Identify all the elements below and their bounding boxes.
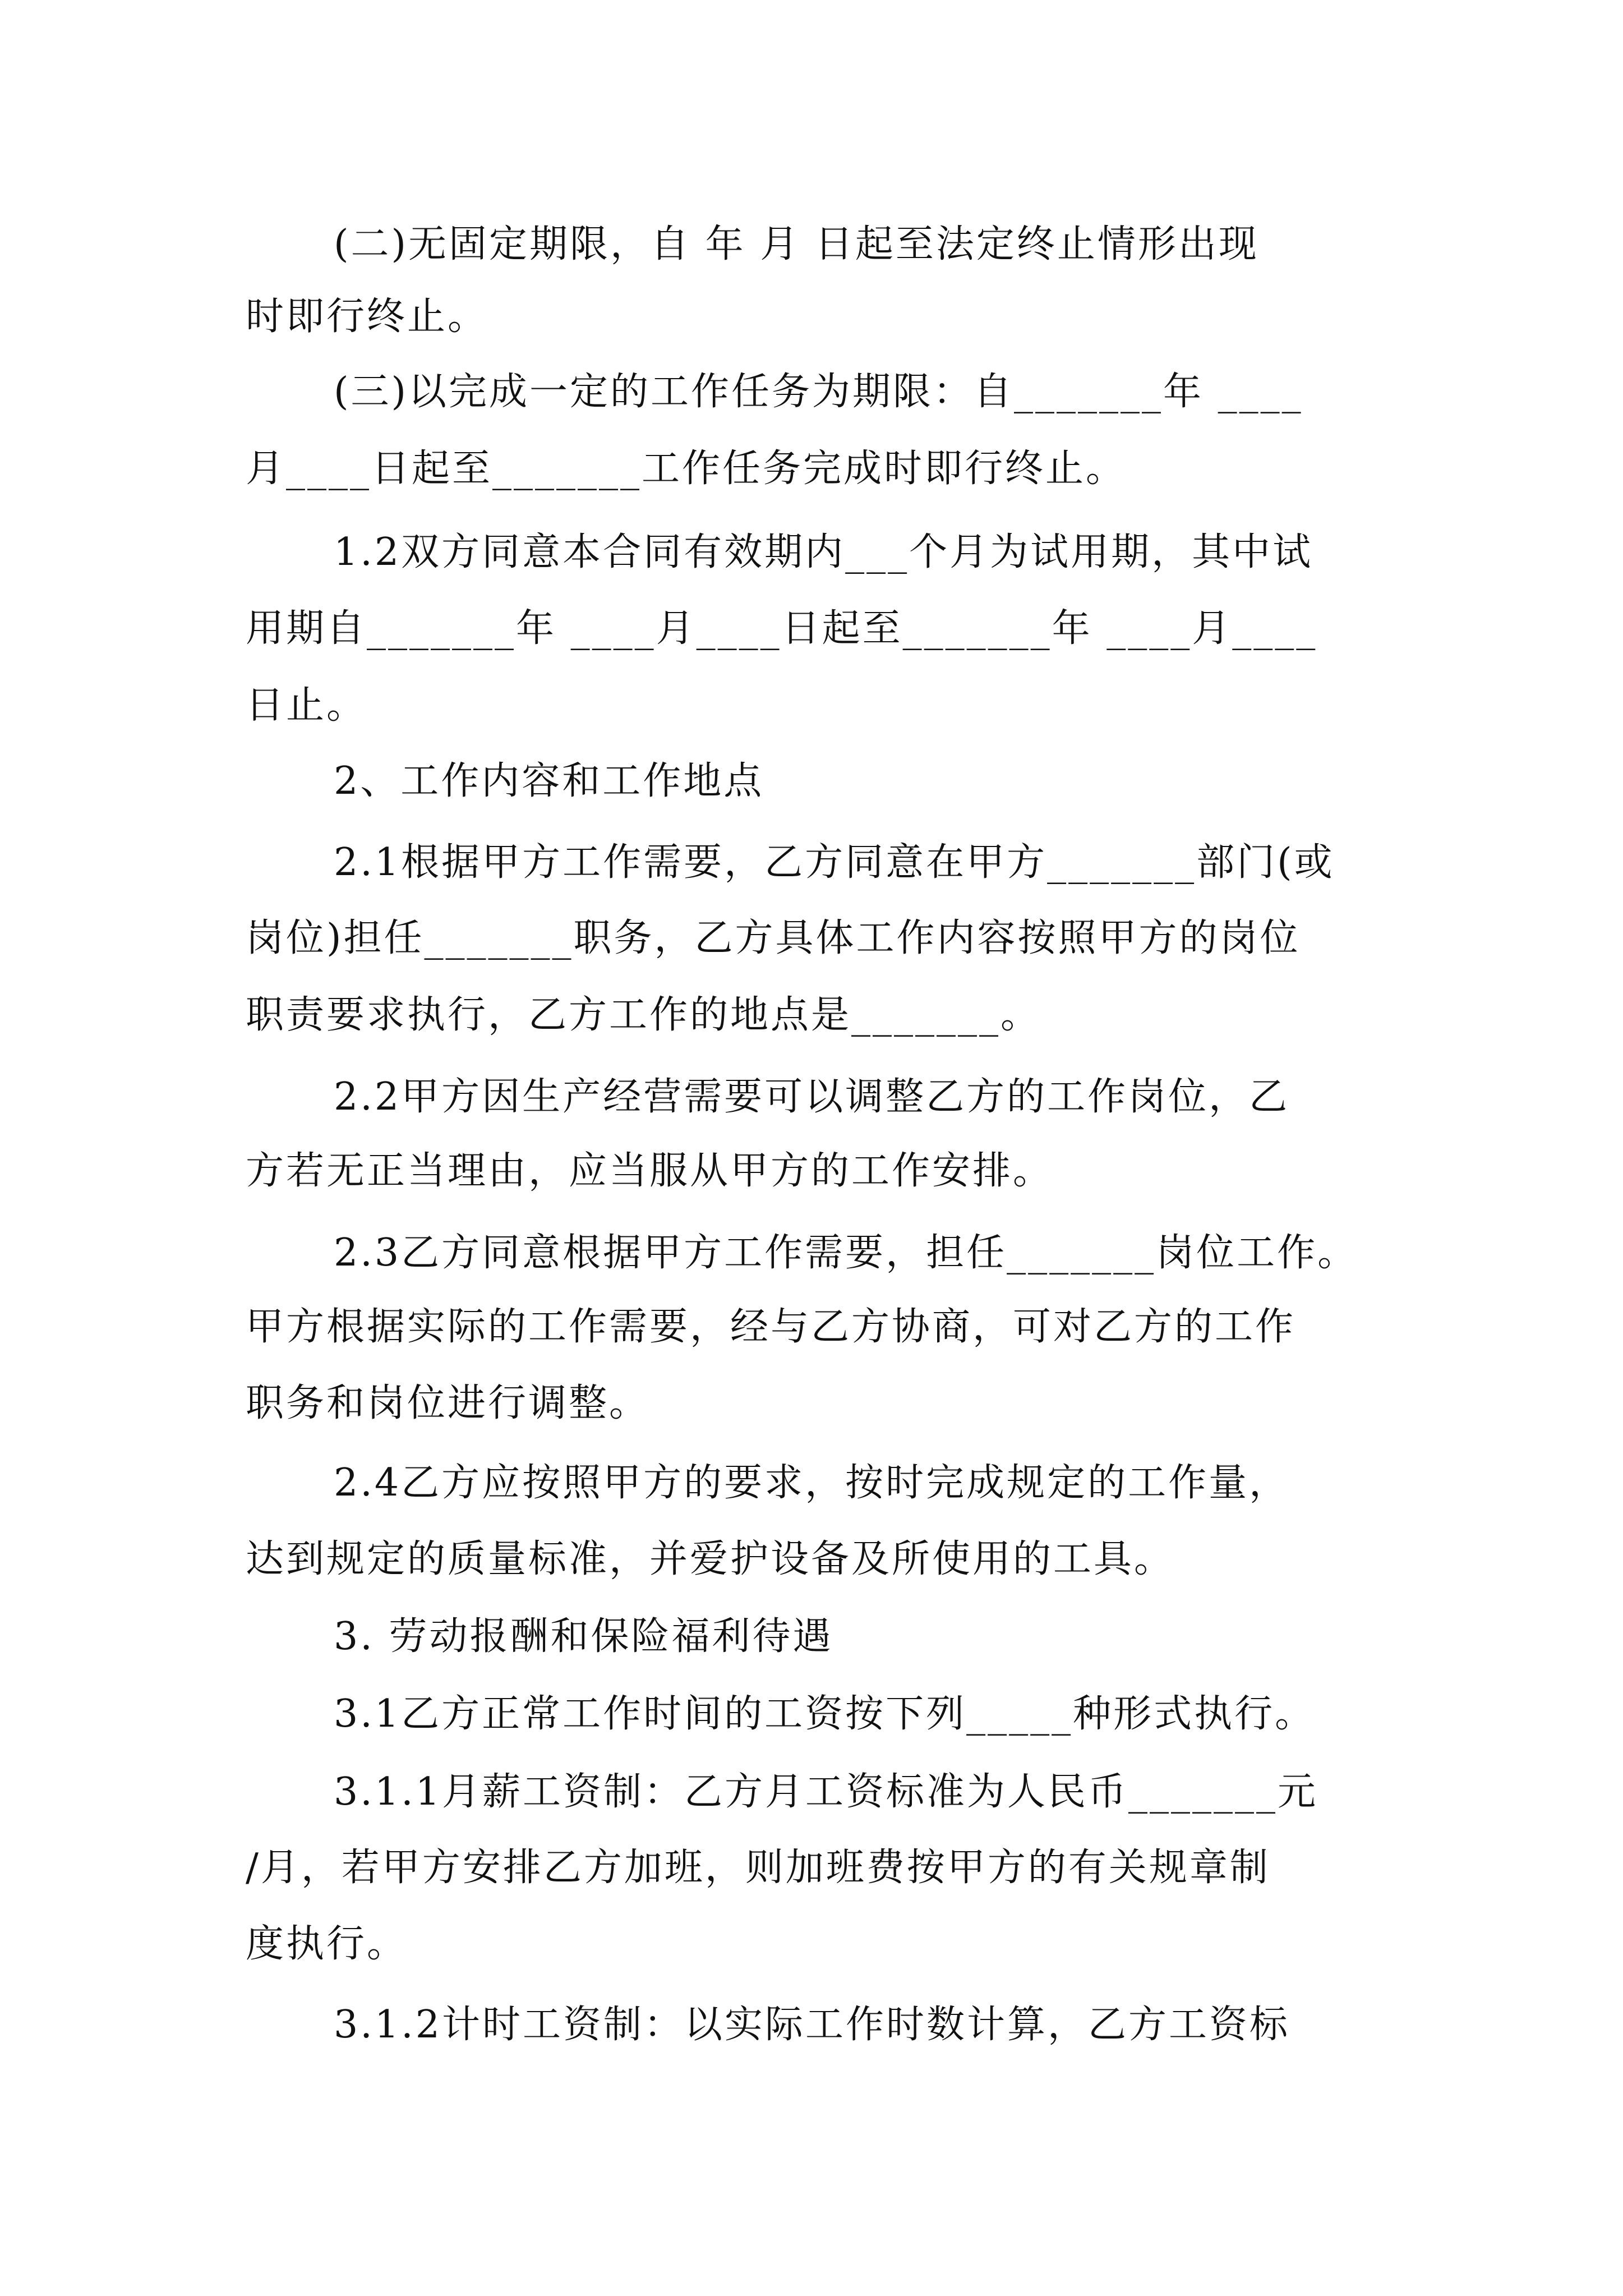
section-heading: 3. 劳动报酬和保险福利待遇 (334, 1614, 833, 1659)
text-line: (三)以完成一定的工作任务为期限：自_______年 ____ (334, 370, 1303, 414)
text-line: /月，若甲方安排乙方加班，则加班费按甲方的有关规章制 (246, 1846, 1270, 1890)
text-line: 用期自_______年 ____月____日起至_______年 ____月____ (246, 606, 1318, 651)
text-line: 2.2甲方因生产经营需要可以调整乙方的工作岗位，乙 (334, 1075, 1290, 1119)
text-line: 甲方根据实际的工作需要，经与乙方协商，可对乙方的工作 (246, 1305, 1296, 1349)
text-line: 1.2双方同意本合同有效期内___个月为试用期，其中试 (334, 530, 1313, 574)
text-line: 月____日起至_______工作任务完成时即行终止。 (246, 447, 1127, 491)
text-line: 度执行。 (246, 1922, 408, 1966)
text-line: 职务和岗位进行调整。 (246, 1381, 650, 1425)
text-line: 日止。 (246, 683, 367, 728)
text-line: 3.1.1月薪工资制：乙方月工资标准为人民币_______元 (334, 1770, 1318, 1814)
text-line: 2.4乙方应按照甲方的要求，按时完成规定的工作量， (334, 1461, 1290, 1505)
text-line: 2.3乙方同意根据甲方工作需要，担任_______岗位工作。 (334, 1231, 1358, 1275)
text-line: 3.1乙方正常工作时间的工资按下列_____种形式执行。 (334, 1692, 1316, 1736)
text-line: 方若无正当理由，应当服从甲方的工作安排。 (246, 1149, 1054, 1193)
text-line: 3.1.2计时工资制：以实际工作时数计算，乙方工资标 (334, 2003, 1290, 2047)
section-heading: 2、工作内容和工作地点 (334, 759, 764, 803)
text-line: 2.1根据甲方工作需要，乙方同意在甲方_______部门(或 (334, 840, 1335, 885)
text-line: 时即行终止。 (246, 295, 488, 339)
text-line: (二)无固定期限，自 年 月 日起至法定终止情形出现 (334, 222, 1259, 266)
text-line: 达到规定的质量标准，并爱护设备及所使用的工具。 (246, 1537, 1175, 1581)
text-line: 岗位)担任_______职务，乙方具体工作内容按照甲方的岗位 (246, 916, 1301, 960)
text-line: 职责要求执行，乙方工作的地点是_______。 (246, 993, 1041, 1037)
